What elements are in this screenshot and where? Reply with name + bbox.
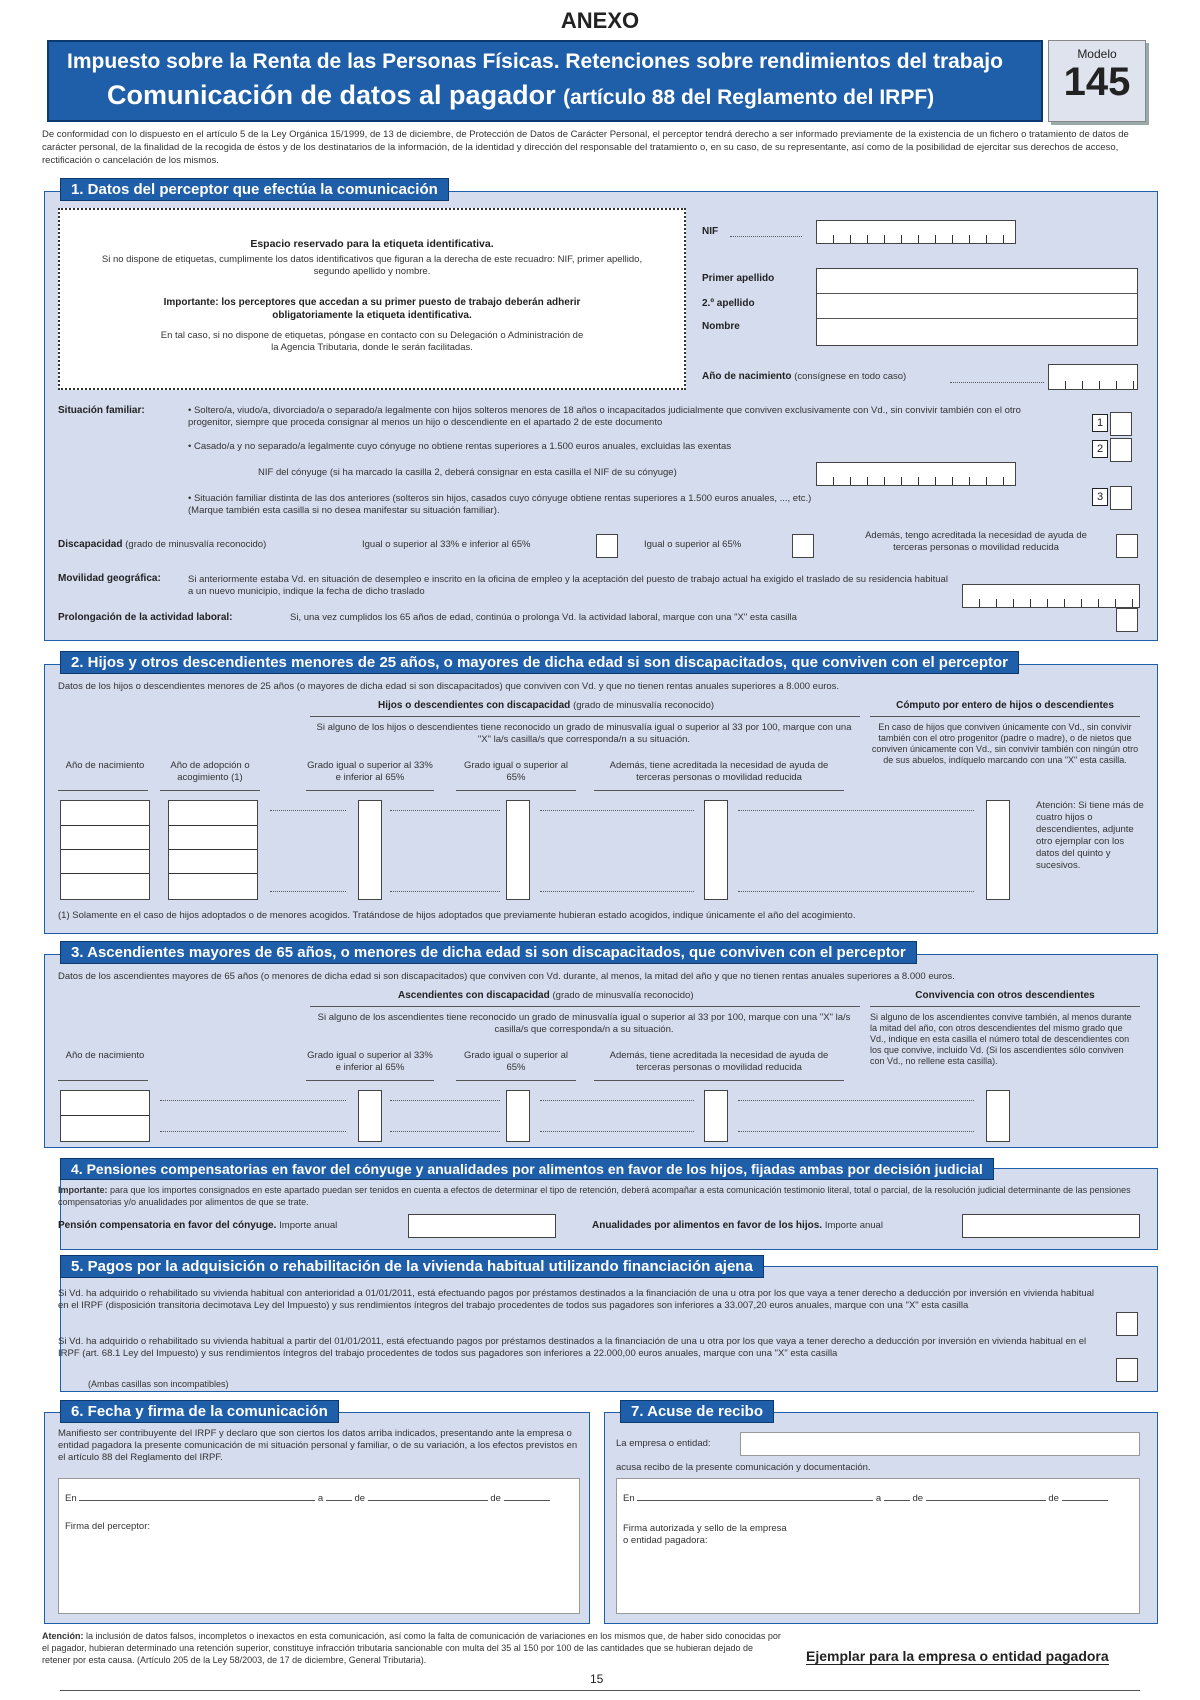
label-space-title: Espacio reservado para la etiqueta identificativa. xyxy=(250,238,494,250)
prolongacion-label: Prolongación de la actividad laboral: xyxy=(58,612,233,623)
s4-important: Importante: para que los importes consignados en este apartado puedan ser tenidos en cuenta a efectos de determinar el tipo de retención, deberá acompañar a esta comunicación testimonio literal, total o parcial, de la resolución judicial determinante de las pensiones compensatorias y/o anualidades por alimentos de que se trate. xyxy=(58,1185,1131,1207)
s6-text: Manifiesto ser contribuyente del IRPF y declaro que son ciertos los datos arriba indicados, presentando ante la empresa o entidad pagadora la presente comunicación de mi situación personal y familiar, o de su variación, a los efectos previstos en el artículo 88 del Reglamento del IRPF. xyxy=(58,1428,578,1463)
header-line1: Impuesto sobre la Renta de las Personas Físicas. Retenciones sobre rendimientos del trabajo xyxy=(67,50,1003,73)
box1-number: 1 xyxy=(1092,414,1108,432)
s3-col-33-line xyxy=(306,1080,434,1081)
s3-conv-desc: Si alguno de los ascendientes convive también, al menos durante la mitad del año, con otros descendientes del mismo grado que Vd., indique en esta casilla el número total de descendientes con los que convive, incluido Vd. (Si los ascendientes sólo conviven con Vd., no rellene esta casilla). xyxy=(870,1012,1132,1066)
disc-33-label: Igual o superior al 33% e inferior al 65% xyxy=(362,539,531,550)
modelo-number: 145 xyxy=(1063,60,1131,104)
s2-atencion: Atención: Si tiene más de cuatro hijos o descendientes, adjunte otro ejemplar con los datos del quinto y sucesivos. xyxy=(1036,800,1144,871)
s2-col-ano-nac-line xyxy=(58,790,148,791)
s3-dots-1 xyxy=(160,1100,346,1132)
s2-computo-checkboxes[interactable] xyxy=(986,800,1010,900)
s2-group-disc: Hijos o descendientes con discapacidad (grado de minusvalía reconocido) xyxy=(378,700,715,711)
sit1-checkbox[interactable] xyxy=(1110,412,1132,436)
s2-col-ayuda-line xyxy=(594,790,844,791)
s3-col-ayuda-line xyxy=(594,1080,844,1081)
s6-sign-box xyxy=(58,1478,580,1614)
pension-row: Pensión compensatoria en favor del cónyuge. Importe anual xyxy=(58,1220,338,1231)
s2-dots-3 xyxy=(540,810,694,892)
name-fields xyxy=(816,268,1138,346)
modelo-label: Modelo xyxy=(1077,47,1117,61)
s2-computo-desc: En caso de hijos que conviven únicamente con Vd., sin convivir también con el otro progenitor (padre o madre), o de nietos que conviven únicamente con Vd., sin convivir también con ningún otro de sus abuelos, indíquelo marcando con una "X" esta casilla. xyxy=(871,722,1139,765)
section-2-title: 2. Hijos y otros descendientes menores de 25 años, o mayores de dicha edad si son discapacitados, que conviven con el perceptor xyxy=(60,651,1019,674)
movilidad-label: Movilidad geográfica: xyxy=(58,573,161,584)
s3-group-conv-line xyxy=(870,1006,1140,1007)
s6-firma-label: Firma del perceptor: xyxy=(65,1521,151,1532)
segundo-apellido-input[interactable] xyxy=(817,318,1137,319)
s3-intro: Datos de los ascendientes mayores de 65 años (o menores de dicha edad si son discapacitados) que conviven con Vd. durante, al menos, la mitad del año y que no tienen rentas anuales superiores a 8.000 euros. xyxy=(58,971,955,982)
footer-line xyxy=(60,1690,1140,1691)
s3-dots-2 xyxy=(390,1100,500,1132)
s7-firma-label: Firma autorizada y sello de la empresa o entidad pagadora: xyxy=(623,1523,787,1546)
s5-p2: Si Vd. ha adquirido o rehabilitado su vivienda habitual a partir del 01/01/2011, está efectuando pagos por préstamos destinados a la financiación de una u otra por los que vaya a tener derecho a deducción por inversión en vivienda habitual en el IRPF (art. 68.1 Ley del Impuesto) y sus rendimientos íntegros del trabajo procedentes de todos sus pagadores son inferiores a 22.000,00 euros anuales, marque con una "X" esta casilla xyxy=(58,1336,1087,1359)
box3-number: 3 xyxy=(1092,488,1108,506)
s3-group-conv: Convivencia con otros descendientes xyxy=(915,990,1095,1001)
s7-sign-box xyxy=(616,1478,1140,1614)
s3-ayuda-checkboxes[interactable] xyxy=(704,1090,728,1142)
s2-footnote: (1) Solamente en el caso de hijos adoptados o de menores acogidos. Tratándose de hijos adoptados que previamente hubieran estado acogidos, indique únicamente el año del acogimiento. xyxy=(58,910,856,921)
s2-ano-nac-grid[interactable] xyxy=(60,800,150,900)
s3-conv-inputs[interactable] xyxy=(986,1090,1010,1142)
sit3-checkbox[interactable] xyxy=(1110,486,1132,510)
s3-65-checkboxes[interactable] xyxy=(506,1090,530,1142)
anualidades-input[interactable] xyxy=(962,1214,1140,1238)
label-space xyxy=(58,208,686,390)
s3-33-checkboxes[interactable] xyxy=(358,1090,382,1142)
s2-intro: Datos de los hijos o descendientes menores de 25 años (o mayores de dicha edad si son discapacitados) que conviven con Vd. y que no tienen rentas anuales superiores a 8.000 euros. xyxy=(58,681,840,692)
ano-nacimiento-input[interactable] xyxy=(1048,364,1138,390)
s2-col-ano-nac: Año de nacimiento xyxy=(65,760,145,771)
s2-ano-adop-grid[interactable] xyxy=(168,800,258,900)
sit2-checkbox[interactable] xyxy=(1110,438,1132,462)
section-3-title: 3. Ascendientes mayores de 65 años, o menores de dicha edad si son discapacitados, que conviven con el perceptor xyxy=(60,941,917,964)
section-5 xyxy=(60,1266,1158,1392)
s3-col-65-line xyxy=(456,1080,576,1081)
nif-input[interactable] xyxy=(816,220,1016,244)
s2-col-ayuda: Además, tiene acreditada la necesidad de ayuda de terceras personas o movilidad reducida xyxy=(609,760,829,783)
footer-ejemplar: Ejemplar para la empresa o entidad pagadora xyxy=(806,1648,1109,1664)
s3-col-65: Grado igual o superior al 65% xyxy=(463,1050,569,1073)
disc-ayuda-checkbox[interactable] xyxy=(1116,534,1138,558)
s2-dots-2 xyxy=(390,810,500,892)
s5-note: (Ambas casillas son incompatibles) xyxy=(88,1379,229,1389)
s2-group-computo-line xyxy=(870,716,1140,717)
sit2-text: • Casado/a y no separado/a legalmente cuyo cónyuge no obtiene rentas superiores a 1.500 euros anuales, excluidas las exentas xyxy=(188,441,732,452)
s2-col-33: Grado igual o superior al 33% e inferior al 65% xyxy=(307,760,433,783)
discapacidad-row: Discapacidad (grado de minusvalía reconocido) xyxy=(58,539,267,550)
s3-dots-3 xyxy=(540,1100,694,1132)
s7-date-line: En a de de xyxy=(623,1493,1133,1505)
s3-group-disc: Ascendientes con discapacidad (grado de minusvalía reconocido) xyxy=(398,990,694,1001)
section-5-title: 5. Pagos por la adquisición o rehabilitación de la vivienda habitual utilizando financiación ajena xyxy=(60,1255,764,1278)
disc-65-checkbox[interactable] xyxy=(792,534,814,558)
s3-col-33: Grado igual o superior al 33% e inferior al 65% xyxy=(307,1050,433,1073)
section-1-title: 1. Datos del perceptor que efectúa la comunicación xyxy=(60,178,449,201)
s2-col-ano-adop-line xyxy=(160,790,260,791)
ano-dots xyxy=(950,382,1044,383)
sit1-text: • Soltero/a, viudo/a, divorciado/a o separado/a legalmente con hijos solteros menores de 18 años o incapacitados judicialmente que conviven exclusivamente con Vd., sin convivir también con el otro progenitor, siempre que proceda consignar al menos un hijo o descendiente en el apartado 2 de este documento xyxy=(188,405,1021,428)
section-7-title: 7. Acuse de recibo xyxy=(620,1400,774,1423)
s3-group-disc-line xyxy=(310,1006,860,1007)
s5-p1: Si Vd. ha adquirido o rehabilitado su vivienda habitual con anterioridad a 01/01/2011, está efectuando pagos por préstamos destinados a la financiación de una u otra por los que vaya a tener derecho a deducción por inversión en vivienda habitual en el IRPF (disposición transitoria decimotava Ley del Impuesto) y sus rendimientos íntegros del trabajo procedentes de todos sus pagadores son inferiores a 33.007,20 euros anuales, marque con una "X" esta casilla xyxy=(58,1288,1095,1311)
disc-65-label: Igual o superior al 65% xyxy=(644,539,742,550)
s7-empresa-label: La empresa o entidad: xyxy=(616,1438,711,1449)
s3-dots-4 xyxy=(738,1100,974,1132)
s2-col-ano-adop: Año de adopción o acogimiento (1) xyxy=(170,760,250,783)
form-header xyxy=(47,40,1043,122)
modelo-box xyxy=(1048,40,1146,122)
s3-ano-nac-grid[interactable] xyxy=(60,1090,150,1142)
s2-dots-4 xyxy=(738,810,974,892)
prolongacion-checkbox[interactable] xyxy=(1116,608,1138,632)
label-space-text2: En tal caso, si no dispone de etiquetas, póngase en contacto con su Delegación o Administración de la Agencia Tributaria, donde le serán facilitadas. xyxy=(160,330,584,353)
footer-atencion: Atención: la inclusión de datos falsos, incompletos o inexactos en esta comunicación, así como la falta de comunicación de variaciones en los mismos que, de haber sido conocidas por el pagador, hubieran determinado una retención superior, constituye infracción tributaria sancionable con multa del 35 al 150 por 100 de las cantidades que se hubieran dejado de retener por esta causa. (Artículo 205 de la Ley 58/2003, de 17 de diciembre, General Tributaria). xyxy=(42,1631,781,1665)
nombre-label: Nombre xyxy=(702,321,740,332)
section-4-title: 4. Pensiones compensatorias en favor del cónyuge y anualidades por alimentos en favor de los hijos, fijadas ambas por decisión judicial xyxy=(60,1158,994,1180)
anualidades-row: Anualidades por alimentos en favor de los hijos. Importe anual xyxy=(592,1220,883,1231)
s6-date-line: En a de de xyxy=(65,1493,571,1505)
nif-dots xyxy=(730,236,802,237)
label-space-text1: Si no dispone de etiquetas, cumplimente los datos identificativos que figuran a la derecha de este recuadro: NIF, primer apellido, segundo apellido y nombre. xyxy=(101,254,643,277)
disc-33-checkbox[interactable] xyxy=(596,534,618,558)
s3-col-ayuda: Además, tiene acreditada la necesidad de ayuda de terceras personas o movilidad reducida xyxy=(609,1050,829,1073)
box2-number: 2 xyxy=(1092,440,1108,458)
s5-p1-checkbox[interactable] xyxy=(1116,1312,1138,1336)
pension-input[interactable] xyxy=(408,1214,556,1238)
s2-col-65: Grado igual o superior al 65% xyxy=(463,760,569,783)
segundo-apellido-label: 2.º apellido xyxy=(702,298,755,309)
s2-ayuda-checkboxes[interactable] xyxy=(704,800,728,900)
anexo-title: ANEXO xyxy=(560,8,640,33)
nif-conyuge-input[interactable] xyxy=(816,462,1016,486)
primer-apellido-label: Primer apellido xyxy=(702,273,775,284)
s2-group-computo: Cómputo por entero de hijos o descendientes xyxy=(896,700,1114,711)
primer-apellido-input[interactable] xyxy=(817,293,1137,294)
prolongacion-text: Si, una vez cumplidos los 65 años de edad, continúa o prolonga Vd. la actividad laboral, marque con una "X" esta casilla xyxy=(290,612,797,623)
nif-conyuge-label: NIF del cónyuge (si ha marcado la casilla 2, deberá consignar en esta casilla el NIF de su cónyuge) xyxy=(258,467,677,478)
s2-disc-desc: Si alguno de los hijos o descendientes tiene reconocido un grado de minusvalía igual o superior al 33 por 100, marque con una "X" la/s casilla/s que corresponda/n a su situación. xyxy=(316,722,852,745)
sit3-text: • Situación familiar distinta de las dos anteriores (solteros sin hijos, casados cuyo cónyuge obtiene rentas superiores a 1.500 euros anuales, ..., etc.) (Marque también esta casilla si no desea manifestar su situación familiar). xyxy=(188,493,812,516)
s7-empresa-input[interactable] xyxy=(740,1432,1140,1456)
s2-col-33-line xyxy=(306,790,434,791)
s2-col-65-line xyxy=(456,790,576,791)
s5-p2-checkbox[interactable] xyxy=(1116,1358,1138,1382)
s2-group-disc-line xyxy=(310,716,860,717)
nif-label: NIF xyxy=(702,226,719,237)
page-number: 15 xyxy=(590,1672,604,1686)
movilidad-fecha-input[interactable] xyxy=(962,584,1140,608)
s3-col-ano-nac: Año de nacimiento xyxy=(65,1050,145,1061)
s2-dots-1 xyxy=(270,810,346,892)
s7-acusa: acusa recibo de la presente comunicación y documentación. xyxy=(616,1462,871,1473)
section-6-title: 6. Fecha y firma de la comunicación xyxy=(60,1400,339,1423)
s3-col-ano-nac-line xyxy=(58,1080,148,1081)
movilidad-text: Si anteriormente estaba Vd. en situación de desempleo e inscrito en la oficina de empleo y la aceptación del puesto de trabajo actual ha exigido el traslado de su residencia habitual a un nuevo municipio, indique la fecha de dicho traslado xyxy=(188,574,948,597)
disc-ayuda-label: Además, tengo acreditada la necesidad de ayuda de terceras personas o movilidad reducida xyxy=(865,530,1087,553)
s2-33-checkboxes[interactable] xyxy=(358,800,382,900)
s3-disc-desc: Si alguno de los ascendientes tiene reconocido un grado de minusvalía igual o superior al 33 por 100, marque con una "X" la/s casilla/s que corresponda/n a su situación. xyxy=(317,1012,851,1035)
intro-text: De conformidad con lo dispuesto en el artículo 5 de la Ley Orgánica 15/1999, de 13 de diciembre, de Protección de Datos de Carácter Personal, el perceptor tendrá derecho a ser informado previamente de la existencia de un fichero o tratamiento de datos de carácter personal, de la finalidad de la recogida de éstos y de los destinatarios de la información, de la identidad y dirección del responsable del tratamiento o, en su caso, de su representante, así como de la posibilidad de ejercitar sus derechos de acceso, rectificación o cancelación de los mismos. xyxy=(42,129,1129,166)
header-line2: Comunicación de datos al pagador (artículo 88 del Reglamento del IRPF) xyxy=(107,80,935,110)
ano-nacimiento-row: Año de nacimiento (consígnese en todo caso) xyxy=(702,371,907,382)
situacion-label: Situación familiar: xyxy=(58,405,145,416)
label-space-important: Importante: los perceptores que accedan a su primer puesto de trabajo deberán adherir obligatoriamente la etiqueta identificativa. xyxy=(163,297,581,321)
s2-65-checkboxes[interactable] xyxy=(506,800,530,900)
